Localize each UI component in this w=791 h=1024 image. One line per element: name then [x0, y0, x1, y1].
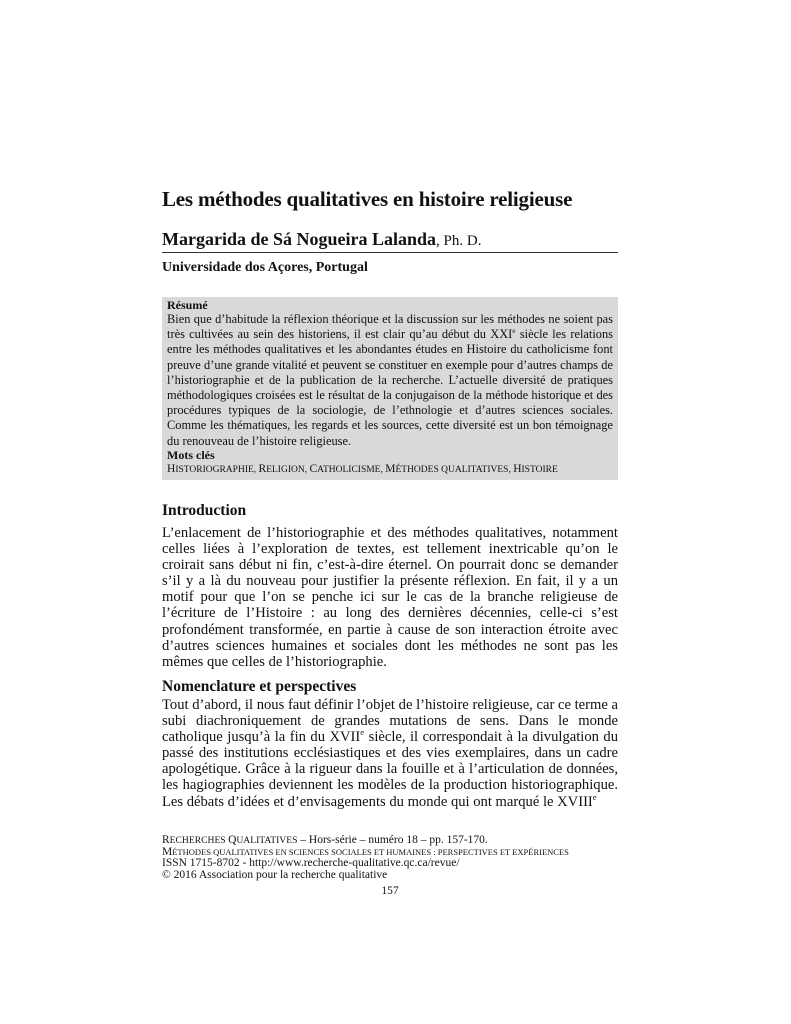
- abstract-text-part: siècle les relations entre les méthodes qualitatives et les abondantes études en Histoire du catholicisme font preuve d’une grande vitalité et peuvent se constituer en exemple pour d’autres champs de l’historiographie et de la publication de la recherche. L’actuelle diversité de pratiques méthodologiques croisées est le résultat de la conjugaison de la méthode historique et des procédures typiques de la sociologie, de l’ethnologie et d’autres sciences sociales. Comme les thématiques, les regards et les sources, cette diversité est un bon témoignage du renouveau de l’histoire religieuse.: [167, 327, 613, 448]
- introduction-paragraph: L’enlacement de l’historiographie et des méthodes qualitatives, notamment celles liées à l’exploration de textes, est tellement inextricable qu’on le croirait sans début ni fin, c’est-à-dire éternel. On pourrait donc se demander s’il y a là du nouveau pour justifier la présente réflexion. En fait, il y a un motif pour que l’on se penche ici sur le cas de la branche religieuse de l’écriture de l’Histoire : au long des dernières décennies, celle-ci s’est profondément transformée, en partie à cause de son interaction étroite avec d’autres sciences humaines et sociales dont les méthodes ne sont pas les mêmes que celles de l’historiographie.: [162, 525, 618, 670]
- keyword-cap: H: [167, 462, 176, 475]
- journal-footer: [162, 835, 569, 881]
- page-number: 157: [381, 885, 399, 897]
- article-title: Les méthodes qualitatives en histoire religieuse: [162, 187, 573, 211]
- paragraph-part: Tout d’abord, il nous faut définir l’objet de l’histoire religieuse, car ce terme a subi diachroniquement de grandes mutations de sens. Dans le monde catholique jusqu’à la fin du XVII: [162, 697, 618, 746]
- footer-text: ÉTHODES QUALITATIVES EN SCIENCES SOCIALES ET HUMAINES : PERSPECTIVES ET EXPÉRIENCES: [172, 846, 569, 857]
- superscript: e: [592, 791, 597, 802]
- superscript: e: [360, 727, 365, 738]
- keyword: ELIGION: [266, 464, 305, 475]
- footer-journal-line: [162, 835, 569, 847]
- abstract-box: [162, 297, 618, 480]
- author-name: Margarida de Sá Nogueira Lalanda: [162, 229, 437, 249]
- footer-cap: R: [162, 834, 170, 846]
- keyword: ISTORIOGRAPHIE: [175, 464, 254, 475]
- keywords-heading: Mots clés: [167, 447, 215, 462]
- keywords-list: HISTORIOGRAPHIE, RELIGION, CATHOLICISME, MÉTHODES QUALITATIVES, HISTOIRE: [167, 462, 558, 475]
- keyword-cap: H: [513, 462, 522, 475]
- footer-cap: M: [162, 845, 173, 858]
- abstract-text-part: Bien que d’habitude la réflexion théorique et la discussion sur les méthodes ne soient pas très cultivées au sein des historiens, il est clair qu’au début du XXI: [167, 312, 613, 342]
- keyword: ÉTHODES QUALITATIVES: [395, 464, 509, 475]
- author-affiliation: Universidade dos Açores, Portugal: [162, 260, 368, 275]
- footer-text: UALITATIVES: [236, 835, 298, 846]
- footer-cap: Q: [228, 834, 237, 846]
- nomenclature-paragraph: [162, 697, 618, 810]
- footer-text: – Hors-série – numéro 18 – pp. 157-170.: [297, 834, 488, 846]
- keyword-cap: M: [385, 462, 396, 475]
- footer-issn-line: ISSN 1715-8702 - http://www.recherche-qualitative.qc.ca/revue/: [162, 857, 460, 869]
- paragraph-part: siècle, il correspondait à la divulgation du passé des institutions ecclésiastiques et des vies exemplaires, dans un cadre apologétique. Grâce à la rigueur dans la fouille et à l’articulation de données, les hagiographies deviennent les modèles de la production historiographique. Les débats d’idées et d’envisagements du monde qui ont marqué le XVIII: [162, 729, 619, 810]
- keyword-cap: R: [258, 462, 267, 475]
- footer-text: ECHERCHES: [169, 835, 226, 846]
- keyword: ATHOLICISME: [317, 464, 381, 475]
- author-degree: , Ph. D.: [436, 233, 482, 249]
- nomenclature-heading: Nomenclature et perspectives: [162, 678, 357, 695]
- footer-copyright-line: © 2016 Association pour la recherche qualitative: [162, 868, 388, 881]
- author-line: [162, 229, 618, 253]
- keyword-cap: C: [309, 462, 318, 475]
- abstract-text: [167, 312, 613, 449]
- abstract-heading: Résumé: [167, 298, 208, 312]
- keyword: ISTOIRE: [521, 464, 558, 475]
- introduction-heading: Introduction: [162, 502, 247, 519]
- abstract-superscript: e: [512, 326, 516, 336]
